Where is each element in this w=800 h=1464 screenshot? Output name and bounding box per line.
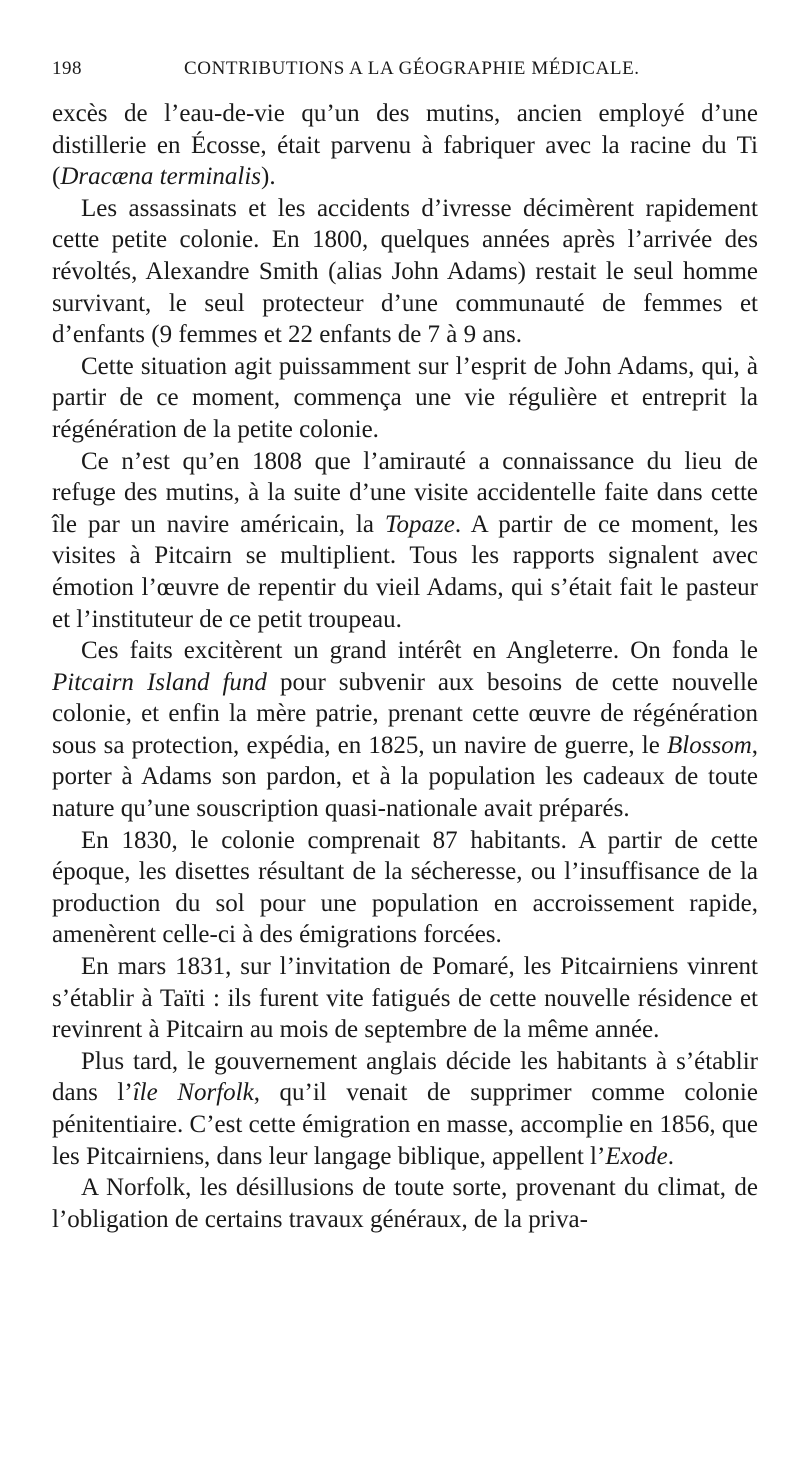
italic-text: Exode [605, 1142, 668, 1170]
paragraph [52, 1172, 758, 1235]
page-number: 198 [52, 58, 82, 79]
text-run: . [667, 1142, 675, 1170]
text-run: . A partir de ce moment, les visites à Pitcairn se multiplient. Tous les rapports signalent avec émotion l’œuvre de repentir du vieil Adams, qui s’était fait le pasteur et l’instituteur de ce petit troupeau. [52, 510, 758, 633]
book-page [52, 58, 758, 1235]
text-run: Ces faits excitèrent un grand intérêt en Angleterre. On fonda le [81, 637, 758, 665]
body-text [52, 98, 758, 1235]
italic-text: Topaze [384, 510, 455, 538]
text-run: Cette situation agit puissamment sur l’esprit de John Adams, qui, à partir de ce moment, commença une vie régulière et entreprit la régénération de la petite colonie. [52, 352, 758, 443]
running-title: CONTRIBUTIONS A LA GÉOGRAPHIE MÉDICALE. [184, 58, 640, 79]
text-run: En 1830, le colonie comprenait 87 habitants. A partir de cette époque, les disettes résultant de la sécheresse, ou l’insuffisance de la production du sol pour une population en accroissement rapide, amenèrent celle-ci à des émigrations forcées. [52, 826, 758, 949]
text-run: A Norfolk, les désillusions de toute sorte, provenant du climat, de l’obligation de certains travaux généraux, de la priva- [52, 1174, 758, 1233]
italic-text: Pitcairn Island fund [52, 668, 267, 696]
paragraph [52, 635, 758, 825]
text-run: pour subvenir aux besoins de cette nouvelle colonie, et enfin la mère patrie, prenant cette œuvre de régénération sous sa protection, expédia, en 1825, un navire de guerre, le [52, 668, 758, 759]
italic-text: Blossom [667, 731, 752, 759]
paragraph [52, 446, 758, 636]
paragraph [52, 193, 758, 351]
text-run: , porter à Adams son pardon, et à la population les cadeaux de toute nature qu’une souscription quasi-nationale avait préparés. [52, 731, 758, 823]
paragraph [52, 951, 758, 1046]
text-run: Ce n’est qu’en 1808 que l’amirauté a connaissance du lieu de refuge des mutins, à la suite d’une visite accidentelle faite dans cette île par un navire américain, la [52, 447, 758, 538]
paragraph [52, 351, 758, 446]
text-run: Plus tard, le gouvernement anglais décide les habitants à s’établir dans l’ [52, 1047, 758, 1107]
text-run: ). [261, 163, 276, 191]
paragraph [52, 825, 758, 951]
text-run: excès de l’eau-de-vie qu’un des mutins, ancien employé d’une distillerie en Écosse, était parvenu à fabriquer avec la racine du Ti ( [52, 100, 758, 191]
paragraph [52, 98, 758, 193]
text-run: En mars 1831, sur l’invitation de Pomaré, les Pitcairniens vinrent s’établir à Taïti : ils furent vite fatigués de cette nouvelle résidence et revinrent à Pitcairn au mois de septembre de la même année. [52, 953, 758, 1044]
text-run: Les assassinats et les accidents d’ivresse décimèrent rapidement cette petite colonie. En 1800, quelques années après l’arrivée des révoltés, Alexandre Smith (alias John Adams) restait le seul homme survivant, le seul protecteur d’une communauté de femmes et d’enfants (9 femmes et 22 enfants de 7 à 9 ans. [52, 194, 758, 349]
italic-text: Dracæna terminalis [60, 163, 262, 191]
italic-text: île Norfolk [132, 1079, 254, 1107]
text-run: , qu’il venait de supprimer comme colonie pénitentiaire. C’est cette émigration en masse, accomplie en 1856, que les Pitcairniens, dans leur langage biblique, appellent l’ [52, 1079, 758, 1170]
running-head [52, 58, 758, 92]
paragraph [52, 1046, 758, 1172]
